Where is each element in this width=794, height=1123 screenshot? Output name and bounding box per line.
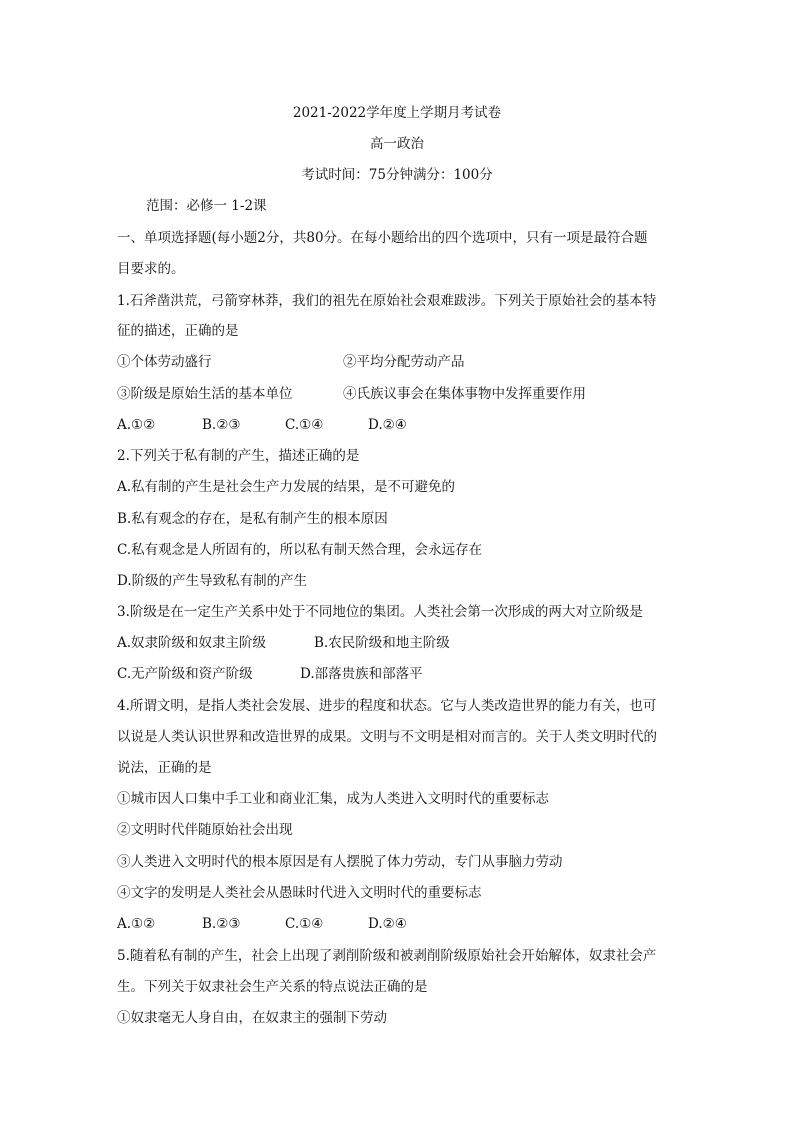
- exam-subject: 高一政治: [370, 136, 424, 152]
- q4-stem-line-1: 4.所谓文明，是指人类社会发展、进步的程度和状态。它与人类改造世界的能力有关，也可: [117, 698, 657, 714]
- q1-statement-3: ③阶级是原始生活的基本单位: [117, 386, 293, 402]
- q3-stem: 3.阶级是在一定生产关系中处于不同地位的集团。人类社会第一次形成的两大对立阶级是: [117, 604, 643, 620]
- q4-option-d: D.②④: [368, 916, 407, 932]
- q4-option-a: A.①②: [117, 916, 156, 932]
- q4-option-c: C.①④: [285, 916, 324, 932]
- q3-option-c: C.无产阶级和资产阶级: [117, 666, 253, 682]
- q3-option-a: A.奴隶阶级和奴隶主阶级: [117, 635, 267, 651]
- exam-scope: 范围：必修一 1-2课: [146, 198, 267, 214]
- q1-option-a: A.①②: [117, 417, 156, 433]
- q2-option-c: C.私有观念是人所固有的，所以私有制天然合理，会永远存在: [117, 542, 483, 558]
- q1-option-c: C.①④: [285, 417, 324, 433]
- q5-statement-1: ①奴隶毫无人身自由，在奴隶主的强制下劳动: [117, 1010, 387, 1026]
- q1-statement-4: ④氏族议事会在集体事物中发挥重要作用: [343, 386, 586, 402]
- q5-stem-line-2: 生。下列关于奴隶社会生产关系的特点说法正确的是: [117, 979, 428, 995]
- q4-statement-1: ①城市因人口集中手工业和商业汇集，成为人类进入文明时代的重要标志: [117, 791, 549, 807]
- q2-option-a: A.私有制的产生是社会生产力发展的结果，是不可避免的: [117, 479, 456, 495]
- q2-option-b: B.私有观念的存在，是私有制产生的根本原因: [117, 511, 388, 527]
- q2-stem: 2.下列关于私有制的产生，描述正确的是: [117, 448, 360, 464]
- exam-info: 考试时间：75分钟满分：100分: [301, 167, 493, 183]
- q4-statement-3: ③人类进入文明时代的根本原因是有人摆脱了体力劳动，专门从事脑力劳动: [117, 854, 563, 870]
- q4-statement-2: ②文明时代伴随原始社会出现: [117, 822, 293, 838]
- exam-title: 2021-2022学年度上学期月考试卷: [292, 105, 502, 121]
- q1-statement-1: ①个体劳动盛行: [117, 354, 212, 370]
- q1-option-d: D.②④: [368, 417, 407, 433]
- section-instruction-line-2: 目要求的。: [117, 261, 185, 277]
- q2-option-d: D.阶级的产生导致私有制的产生: [117, 573, 308, 589]
- q1-stem-line-1: 1.石斧凿洪荒，弓箭穿林莽，我们的祖先在原始社会艰难跋涉。下列关于原始社会的基本特: [117, 293, 657, 309]
- section-instruction-line-1: 一、单项选择题(每小题2分，共80分。在每小题给出的四个选项中，只有一项是最符合题: [117, 230, 648, 246]
- q4-option-b: B.②③: [202, 916, 241, 932]
- q3-option-b: B.农民阶级和地主阶级: [314, 635, 450, 651]
- q1-statement-2: ②平均分配劳动产品: [343, 354, 465, 370]
- q4-stem-line-3: 说法，正确的是: [117, 760, 212, 776]
- q3-option-d: D.部落贵族和部落平: [300, 666, 423, 682]
- q1-stem-line-2: 征的描述，正确的是: [117, 323, 239, 339]
- q4-stem-line-2: 以说是人类认识世界和改造世界的成果。文明与不文明是相对而言的。关于人类文明时代的: [117, 729, 657, 745]
- q4-statement-4: ④文字的发明是人类社会从愚昧时代进入文明时代的重要标志: [117, 885, 482, 901]
- q1-option-b: B.②③: [202, 417, 241, 433]
- q5-stem-line-1: 5.随着私有制的产生，社会上出现了剥削阶级和被剥削阶级原始社会开始解体，奴隶社会产: [117, 948, 657, 964]
